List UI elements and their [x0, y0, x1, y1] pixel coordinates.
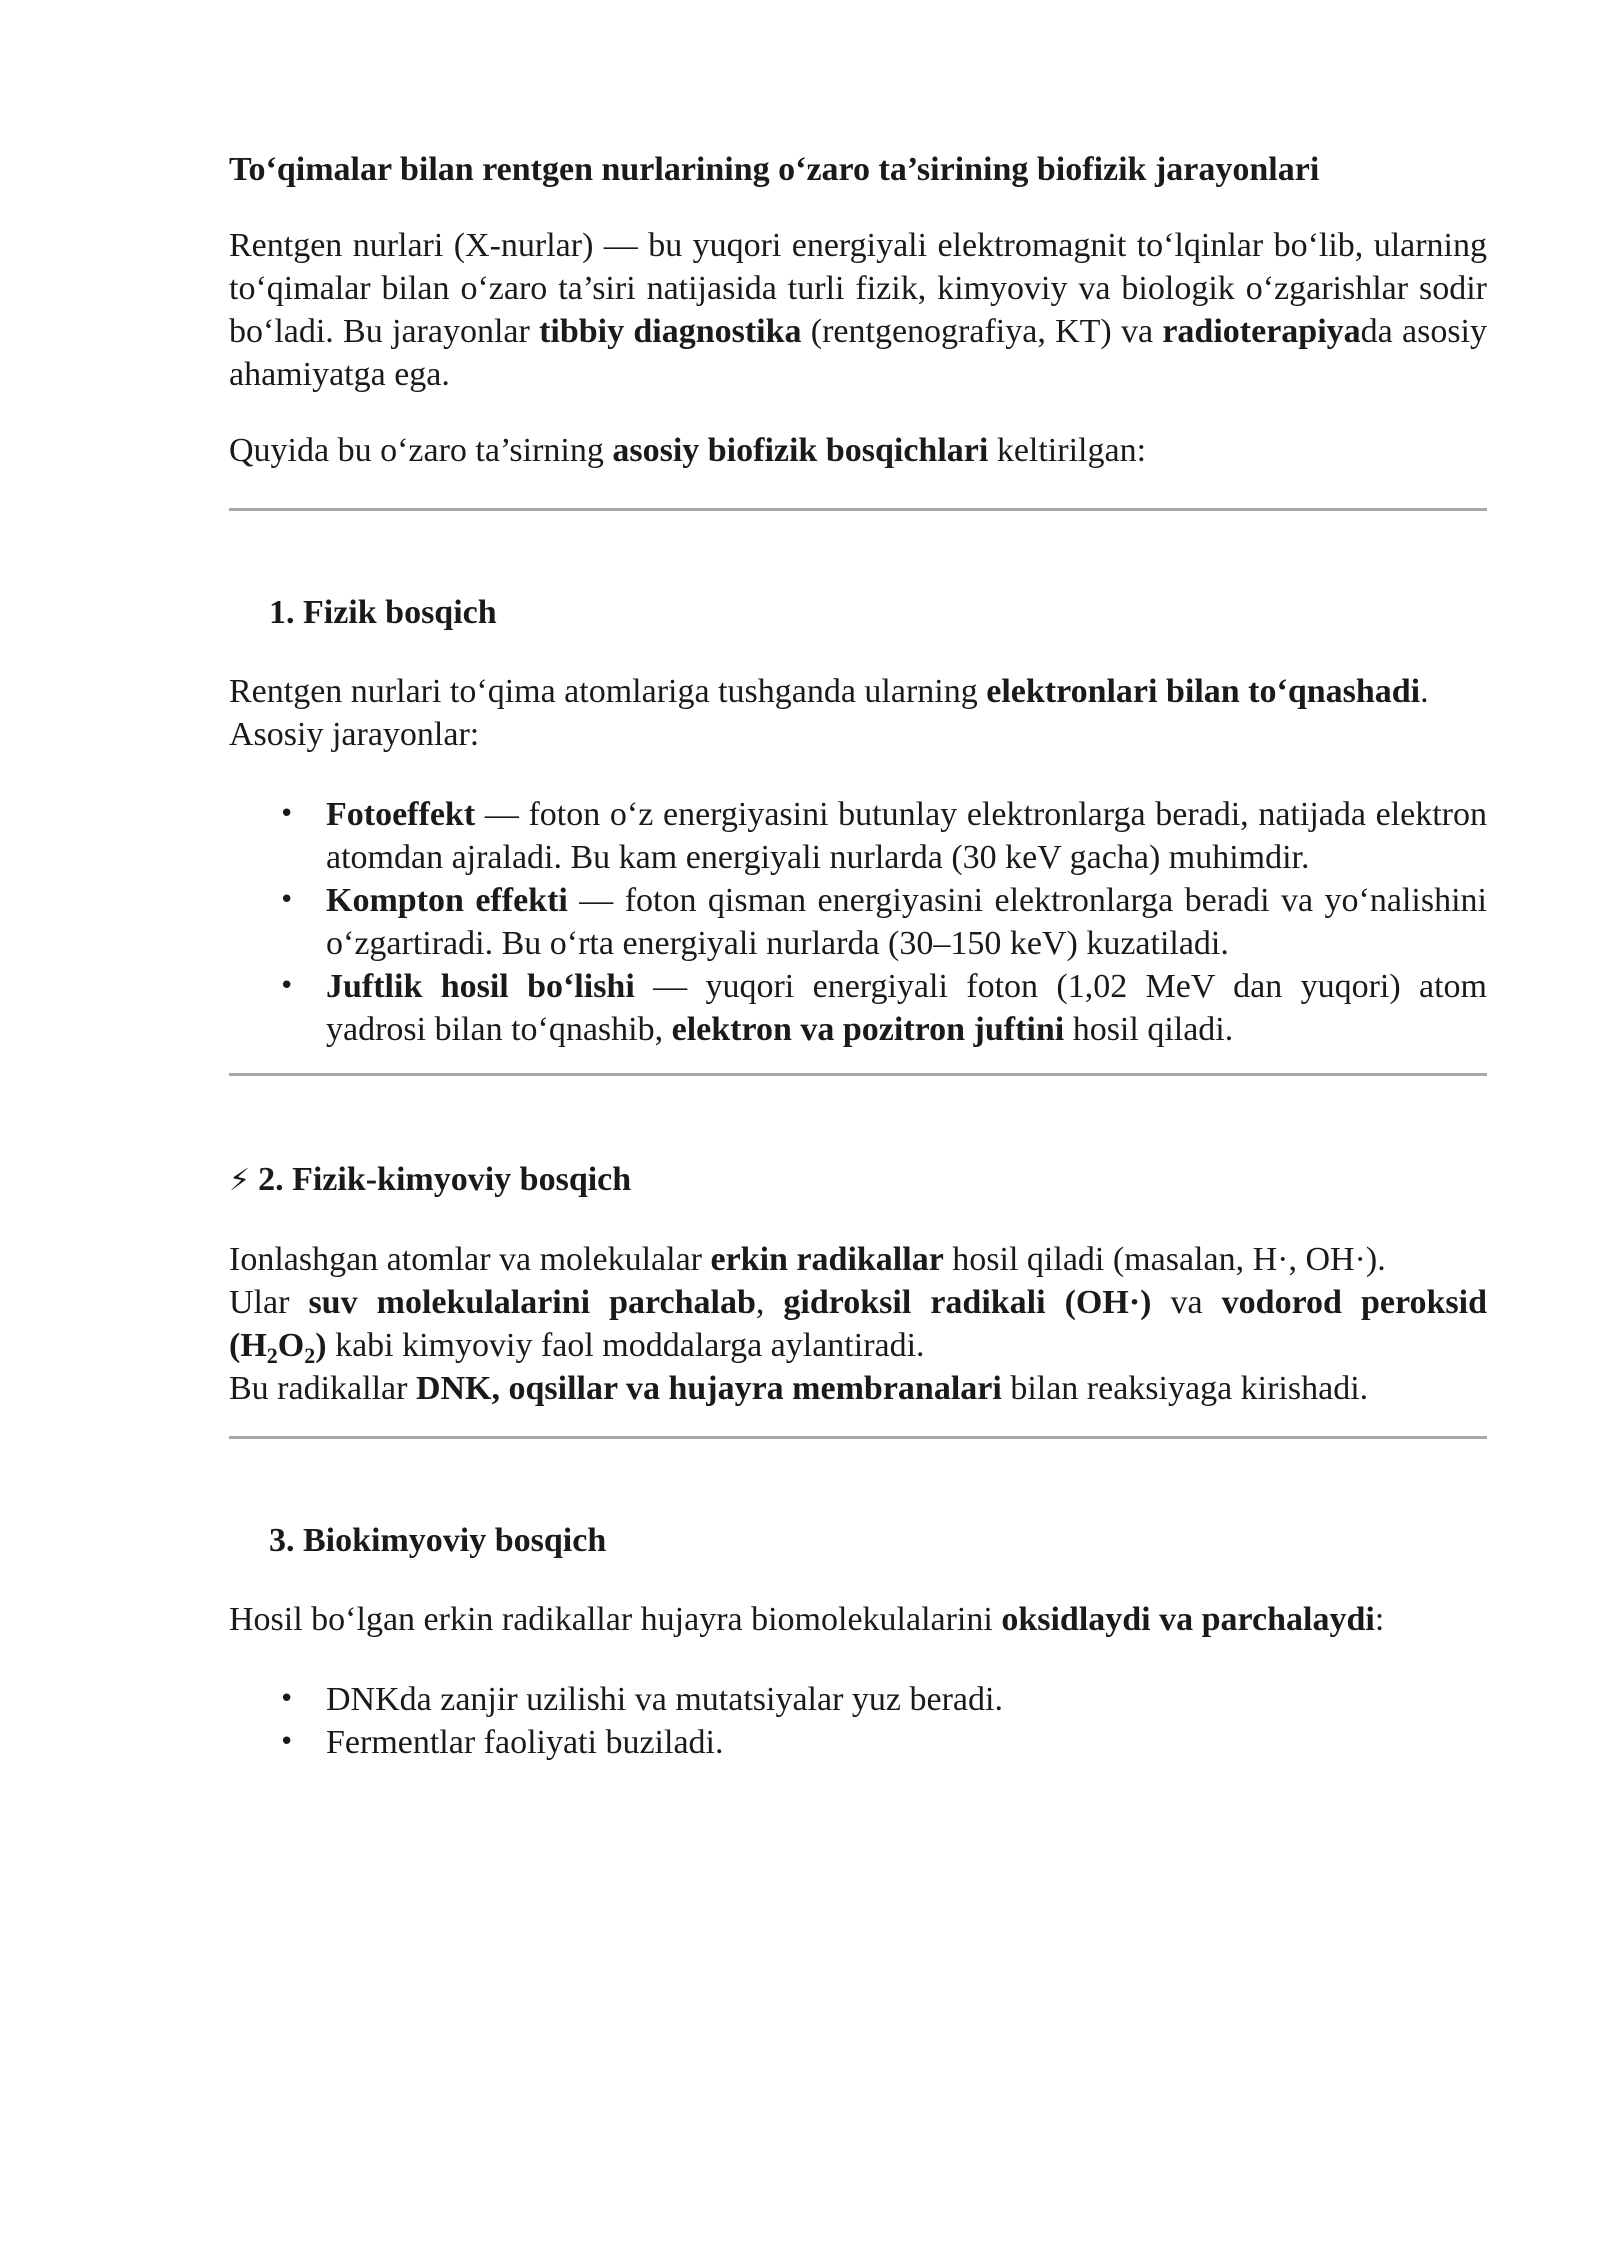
intro-lead-paragraph: Quyida bu o‘zaro ta’sirning asosiy biofizik bosqichlari keltirilgan:	[229, 432, 1147, 469]
bullet-icon: •	[279, 1727, 295, 1757]
section-divider	[229, 1073, 1487, 1076]
bullet-icon: •	[279, 1684, 295, 1714]
bullet-icon: •	[279, 971, 295, 1001]
section-3-paragraph: Hosil bo‘lgan erkin radikallar hujayra biomolekulalarini oksidlaydi va parchalaydi:	[229, 1601, 1385, 1638]
section-2-paragraph-3: Bu radikallar DNK, oqsillar va hujayra membranalari bilan reaksiyaga kirishadi.	[229, 1370, 1369, 1407]
section-1-subparagraph: Asosiy jarayonlar:	[229, 716, 480, 753]
section-2-heading: ⚡ 2. Fizik-kimyoviy bosqich	[229, 1161, 632, 1198]
list-item: • Kompton effekti — foton qisman energiyasini elektronlarga beradi va yo‘nalishini o‘zgartiradi. Bu o‘rta energiyali nurlarda (30–150 keV) kuzatiladi.	[229, 879, 1487, 965]
bullet-icon: •	[279, 799, 295, 829]
section-divider	[229, 508, 1487, 511]
intro-paragraph: Rentgen nurlari (X-nurlar) — bu yuqori energiyali elektromagnit to‘lqinlar bo‘lib, ularning to‘qimalar bilan o‘zaro ta’siri natijasida turli fizik, kimyoviy va biologik o‘zgarishlar sodir bo‘ladi. Bu jarayonlar tibbiy diagnostika (rentgenografiya, KT) va radioterapiyada asosiy ahamiyatga ega.	[229, 227, 1488, 393]
list-item: • Fermentlar faoliyati buziladi.	[229, 1721, 1487, 1764]
section-1-bullet-list	[229, 793, 1487, 1051]
list-item: • Fotoeffekt — foton o‘z energiyasini butunlay elektronlarga beradi, natijada elektron atomdan ajraladi. Bu kam energiyali nurlarda (30 keV gacha) muhimdir.	[229, 793, 1487, 879]
document-title: To‘qimalar bilan rentgen nurlarining o‘zaro ta’sirining biofizik jarayonlari	[229, 151, 1320, 188]
section-1-paragraph: Rentgen nurlari to‘qima atomlariga tushganda ularning elektronlari bilan to‘qnashadi.	[229, 673, 1429, 710]
list-item: • DNKda zanjir uzilishi va mutatsiyalar yuz beradi.	[229, 1678, 1487, 1721]
lightning-bolt-icon: ⚡	[229, 1163, 251, 1198]
bullet-icon: •	[279, 885, 295, 915]
section-3-heading: 3. Biokimyoviy bosqich	[269, 1522, 607, 1559]
section-divider	[229, 1436, 1487, 1439]
section-2-paragraph: Ionlashgan atomlar va molekulalar erkin radikallar hosil qiladi (masalan, H·, OH·).	[229, 1241, 1386, 1278]
document-body	[229, 148, 1487, 1764]
list-item: • Juftlik hosil bo‘lishi — yuqori energiyali foton (1,02 MeV dan yuqori) atom yadrosi bilan to‘qnashib, elektron va pozitron juftini hosil qiladi.	[229, 965, 1487, 1051]
section-3-bullet-list	[229, 1678, 1487, 1764]
section-2-paragraph-2: Ular suv molekulalarini parchalab, gidroksil radikali (OH·) va vodorod peroksid $(H_2O_2)$ kabi kimyoviy faol moddalarga aylantiradi.	[229, 1284, 1487, 1368]
section-1-heading: 1. Fizik bosqich	[269, 594, 497, 631]
